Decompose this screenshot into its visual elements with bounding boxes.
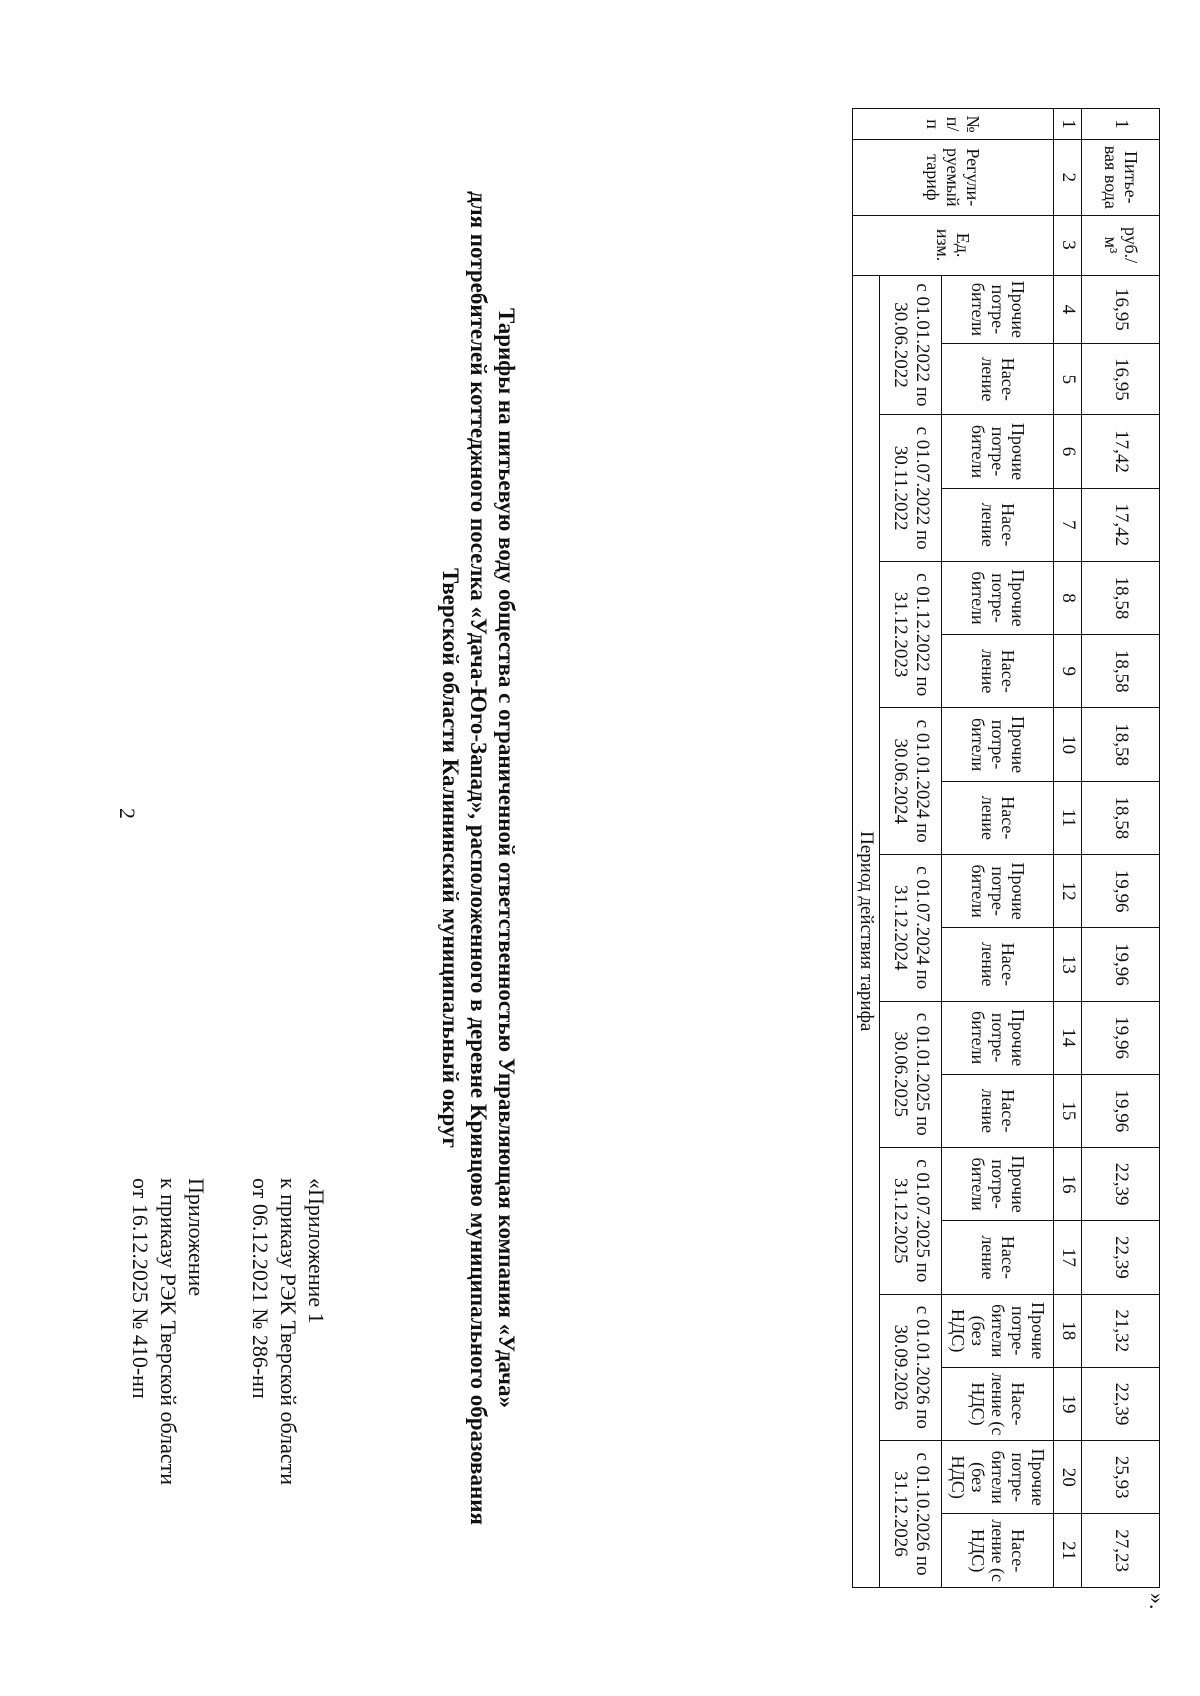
row-num: 1 [1082, 109, 1160, 140]
table-header-row [880, 109, 942, 1588]
column-number: 1 [1054, 109, 1082, 140]
consumer-other-novat: Прочие потре-бители (без НДС) [942, 1441, 1054, 1514]
tariff-value: 16,95 [1082, 275, 1160, 344]
period-cell: с 01.01.2022 по 30.06.2022 [880, 275, 942, 415]
consumer-population: Насе-ление [942, 1221, 1054, 1294]
consumer-population: Насе-ление [942, 344, 1054, 415]
consumer-other: Прочие потре-бители [942, 275, 1054, 344]
table-row [1082, 109, 1160, 1588]
row-tariff: Питье-вая вода [1082, 140, 1160, 215]
consumer-other: Прочие потре-бители [942, 854, 1054, 927]
tariff-value: 25,93 [1082, 1441, 1160, 1514]
appendix-line: «Приложение 1 [304, 1178, 329, 1324]
column-number: 12 [1054, 854, 1082, 927]
period-cell: с 01.07.2022 по 30.11.2022 [880, 415, 942, 562]
column-number: 21 [1054, 1514, 1082, 1588]
tariff-value: 18,58 [1082, 561, 1160, 634]
column-number: 4 [1054, 275, 1082, 344]
column-number: 8 [1054, 561, 1082, 634]
header-num: № п/п [853, 109, 1054, 140]
column-number: 19 [1054, 1367, 1082, 1440]
tariff-value: 18,58 [1082, 708, 1160, 781]
tariff-table [852, 108, 1160, 1588]
appendix-block [126, 1178, 210, 1485]
consumer-other-novat: Прочие потре-бители (без НДС) [942, 1294, 1054, 1367]
period-cell: с 01.07.2025 по 31.12.2025 [880, 1148, 942, 1295]
tariff-table-wrapper [852, 108, 1160, 1588]
row-unit: руб./м³ [1082, 215, 1160, 275]
rotated-landscape-content [40, 48, 1170, 1648]
tariff-value: 18,58 [1082, 635, 1160, 708]
tariff-value: 18,58 [1082, 781, 1160, 854]
consumer-population: Насе-ление [942, 781, 1054, 854]
column-number: 13 [1054, 928, 1082, 1001]
column-number: 2 [1054, 140, 1082, 215]
title-line: для потребителей коттеджного поселка «Удача-Юго-Запад», расположенного в деревне Кривцово муниципального образования [466, 191, 491, 1525]
title-line: Тарифы на питьевую воду общества с ограниченной ответственностью Управляющая компания «Удача» [494, 307, 519, 1409]
period-cell: с 01.01.2024 по 30.06.2024 [880, 708, 942, 855]
consumer-population-vat: Насе-ление (с НДС) [942, 1514, 1054, 1588]
appendix-line: Приложение [184, 1178, 209, 1297]
tariff-value: 19,96 [1082, 1074, 1160, 1147]
column-number: 5 [1054, 344, 1082, 415]
tariff-value: 16,95 [1082, 344, 1160, 415]
closing-quote-mark: ». [1145, 1593, 1170, 1610]
column-number: 16 [1054, 1148, 1082, 1221]
column-number: 9 [1054, 635, 1082, 708]
header-period: Период действия тарифа [853, 275, 880, 1588]
document-title [436, 108, 520, 1608]
consumer-population: Насе-ление [942, 1074, 1054, 1147]
tariff-value: 17,42 [1082, 415, 1160, 488]
table-header-row [942, 109, 1054, 1588]
period-cell: с 01.01.2025 по 30.06.2025 [880, 1001, 942, 1148]
consumer-other: Прочие потре-бители [942, 415, 1054, 488]
column-number: 7 [1054, 488, 1082, 561]
period-cell: с 01.01.2026 по 30.09.2026 [880, 1294, 942, 1441]
column-number: 10 [1054, 708, 1082, 781]
header-tariff: Регули-руемый тариф [853, 140, 1054, 215]
tariff-value: 22,39 [1082, 1221, 1160, 1294]
tariff-value: 19,96 [1082, 1001, 1160, 1074]
tariff-value: 27,23 [1082, 1514, 1160, 1588]
period-cell: с 01.12.2022 по 31.12.2023 [880, 561, 942, 708]
consumer-other: Прочие потре-бители [942, 708, 1054, 781]
consumer-other: Прочие потре-бители [942, 561, 1054, 634]
consumer-population: Насе-ление [942, 928, 1054, 1001]
period-cell: с 01.10.2026 по 31.12.2026 [880, 1441, 942, 1588]
title-line: Тверской области Калининский муниципальный округ [438, 568, 463, 1148]
column-number: 18 [1054, 1294, 1082, 1367]
previous-appendix-block [246, 1178, 330, 1485]
consumer-other: Прочие потре-бители [942, 1001, 1054, 1074]
appendix-line: к приказу РЭК Тверской области [156, 1178, 181, 1486]
tariff-value: 22,39 [1082, 1367, 1160, 1440]
appendix-line: от 06.12.2021 № 286-нп [248, 1178, 273, 1399]
column-number: 20 [1054, 1441, 1082, 1514]
consumer-other: Прочие потре-бители [942, 1148, 1054, 1221]
column-number: 3 [1054, 215, 1082, 275]
consumer-population: Насе-ление [942, 635, 1054, 708]
column-number-row [1054, 109, 1082, 1588]
consumer-population: Насе-ление [942, 488, 1054, 561]
page-number: 2 [115, 808, 140, 819]
appendix-line: к приказу РЭК Тверской области [276, 1178, 301, 1486]
consumer-population-vat: Насе-ление (с НДС) [942, 1367, 1054, 1440]
header-unit: Ед. изм. [853, 215, 1054, 275]
column-number: 11 [1054, 781, 1082, 854]
tariff-value: 21,32 [1082, 1294, 1160, 1367]
tariff-value: 19,96 [1082, 854, 1160, 927]
tariff-value: 22,39 [1082, 1148, 1160, 1221]
period-cell: с 01.07.2024 по 31.12.2024 [880, 854, 942, 1001]
tariff-value: 19,96 [1082, 928, 1160, 1001]
column-number: 6 [1054, 415, 1082, 488]
column-number: 17 [1054, 1221, 1082, 1294]
column-number: 15 [1054, 1074, 1082, 1147]
appendix-line: от 16.12.2025 № 410-нп [128, 1178, 153, 1399]
tariff-value: 17,42 [1082, 488, 1160, 561]
table-header-row [853, 109, 880, 1588]
column-number: 14 [1054, 1001, 1082, 1074]
